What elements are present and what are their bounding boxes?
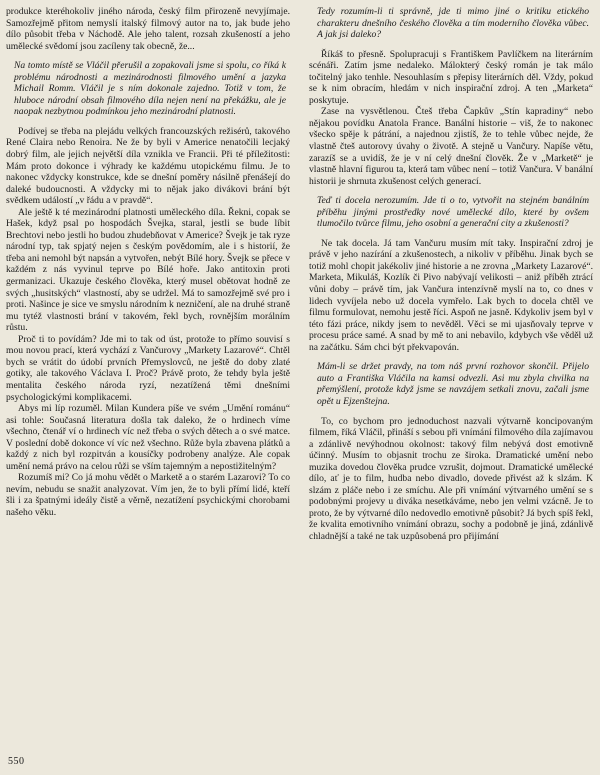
right-column — [309, 6, 593, 543]
paragraph: Zase na vysvětlenou. Čteš třeba Čapkův „Stín kapradiny“ nebo nějakou povídku Anatola France. Banální historie – viš, že to nakonec všecko spěje k pátrání, a najednou zjistíš, že to tehle vůbec nejde, že vlastně čteš autorovy úvahy o životě. A stejně u Vančury. Napíše větu, zarazíš se a uvidíš, že je v ní celý dnešní člověk. Že v „Marketě“ je vlastně hlavní figurou ta, která tam vůbec není – totiž Vančura. V banální historii je shrnuta zkušenost celých generací. — [309, 106, 593, 187]
paragraph: To, co bychom pro jednoduchost nazvali výtvarně koncipovaným filmem, říká Vláčil, přináší s sebou při vnímání filmového díla zajímavou a zdánlivě nevýhodnou okolnost: takový film nebývá dost emotivně účinný. Musím to objasnit trochu ze široka. Dramatické umění nebo muzika dovedou člověka prudce vzrušit, dojmout. Dramatické umělecké dílo, ať je to film, hudba nebo divadlo, dovede přivést až k slzám. K slzám z pláče nebo i ze smíchu. Ale při vnímání výtvarného umění se s podobnými projevy u diváka nesetkáváme, nebo jen velmi vzácně. Je to proto, že by výtvarné dílo nedovedlo emotivně působit? Já bych spíš řekl, že kvalita emotivního vnímání obrazu, sochy a podobně je jiná, zdánlivě chladnější a také ne tak uzpůsobená pro přijímání — [309, 415, 593, 542]
page-number: 550 — [8, 756, 25, 767]
left-column — [6, 6, 290, 519]
paragraph: Podívej se třeba na plejádu velkých francouzských režisérů, takového René Claira nebo Renoira. Ne že by byli v Americe nenatočili lecjaký dobrý film, ale jejich největší díla vznikla ve Francii. Při té příležitosti: Mám proto dokonce i výhrady ke každému utopickému filmu. Je to nakonec vždycky konstrukce, kde se dnešní poměry násilně přenášejí do daleké budoucnosti. A vždycky mi to nějak jako divákovi brání být svědkem událostí „v řádu a v pravdě“. — [6, 125, 290, 207]
paragraph: Ale ještě k té mezinárodní platnosti uměleckého díla. Řekni, copak se Hašek, když psal po hospodách Švejka, staral, jestli se bude líbit Brechtovi nebo jestli ho budou zhudebňovat v Americe? Švejk je tak ryze národní typ, tak spjatý nejen s českým povědomím, ale i s historií, že třeba ani nemohl být napsán a vytvořen, nebýt Bílé hory. Švejk se přece v každém z nás vyvinul teprve po Bílé hoře. Jako antitoxin proti germanizaci. Ukazuje českého člověka, který musel obětovat hodně ze svých „husitských“ vlastností, aby se udržel. Má to samozřejmě své pro i proti. Našince je sice ve smyslu národním k nezničení, ale na druhé straně mu tytéž vlastnosti brání v takovém, řekl bych, rovnějším morálním růstu. — [6, 206, 290, 334]
paragraph: Proč ti to povídám? Jde mi to tak od úst, protože to přímo souvisí s mou novou prací, která vychází z Vančurovy „Markety Lazarové“. Chtěl bych se vrátit do údobí prvních Přemyslovců, ne ještě do doby zlaté gotiky, ale takového Václava I. Proč? Právě proto, že tehdy byla ještě mentalita českého národa ryzí, nezatížená těmi dnešními psychologickými komplikacemi. — [6, 333, 290, 403]
interviewer-question: Tedy rozumím-li ti správně, jde ti mimo jiné o kritiku etického charakteru dnešního českého člověka a tím moderního člověka vůbec. A jak jsi daleko? — [317, 6, 589, 41]
paragraph: Říkáš to přesně. Spolupracuji s Františkem Pavlíčkem na literárním scénáři. Zatím jsme nedaleko. Málokterý český román je tak málo točitelný jako tenhle. Nesouhlasím s přepisy literárních děl. Vždy, pokud se k nim obracím, hledám v nich inspirační zdroj. A ten „Marketa“ poskytuje. — [309, 48, 593, 106]
paragraph: Ne tak docela. Já tam Vančuru musím mít taky. Inspirační zdroj je právě v jeho nazírání a zkušenostech, a nikoliv v příběhu. Jinak bych se totiž mohl chopit jakékoliv jiné historie a ne zrovna „Markety Lazarové“. Marketa, Mikuláš, Kozlík či Pivo nabývají velikosti – aniž příběh ztrácí vůni doby – právě tím, jak Vančura intenzívně myslí na to, co dnes v lidech vyvíjela nebo už docela vymřelo. Lak bych to docela chtěl ve filmu formulovat, nemohu jestě říci. Aspoň ne jasně. Kdykoliv jsem byl v této fázi práce, nikdy jsem to nevěděl. Věci se mi ujasňovaly teprve v procesu práce samé. A snad by mě to ani nebavilo, kdybych vše věděl už na začátku. Sám chci být překvapován. — [309, 237, 593, 353]
paragraph: Rozumíš mi? Co já mohu vědět o Marketě a o starém Lazarovi? To co nevím, nebudu se snažit analyzovat. Vím jen, že to byli přímí lidé, kteří šli i za špatnými ideály čistě a věrně, nezatížení psychickými chorobami našeho věku. — [6, 472, 290, 518]
interviewer-question: Na tomto místě se Vláčil přerušil a zopakovali jsme si spolu, co říká k problému národnosti a mezinárodnosti filmového umění a jazyka Michail Romm. Vláčil je s ním dokonale zajedno. Totiž v tom, že hluboce národní obsah filmového díla nejen není na překážku, ale je naopak nezbytnou podmínkou jeho mezinárodní platnosti. — [14, 60, 286, 118]
interviewer-question: Mám-li se držet pravdy, na tom náš první rozhovor skončil. Přijelo auto a Františka Vláčila na kamsi odvezli. Asi mu zbyla chvilka na přemýšlení, protože když jsme se navzájem setkali znovu, začali jsme opět u Ejzenštejna. — [317, 361, 589, 407]
paragraph: produkce kteréhokoliv jiného národa, český film přirozeně nevyjímaje. Samozřejmě přitom nemyslí italský filmový autor na to, jak bude jeho dílo působit třeba v Náchodě. Ale jeho talent, rozsah zkušeností a jeho umělecké svědomí jsou zacíleny tak obecně, že... — [6, 6, 290, 52]
paragraph: Abys mi líp rozuměl. Milan Kundera píše ve svém „Umění románu“ asi tohle: Současná literatura došla tak daleko, že o hrdinech víme všechno, čtenář ví o hrdinech víc než třeba o svých dětech a o své matce. V poslední době dokonce ví víc než všechno. Růže byla zbavena plátků a každý z nich byl rozpitván a kousíčky podrobeny analýze. Ale copak umění nemá právo na celou růži se vším tajemným a nepostižitelným? — [6, 403, 290, 472]
interviewer-question: Teď ti docela nerozumím. Jde ti o to, vytvořit na stejném banálním příběhu jinými prostředky nové umělecké dílo, které by ovšem tlumočilo tvůrce filmu, jeho osobní a generační city a zkušenosti? — [317, 195, 589, 230]
